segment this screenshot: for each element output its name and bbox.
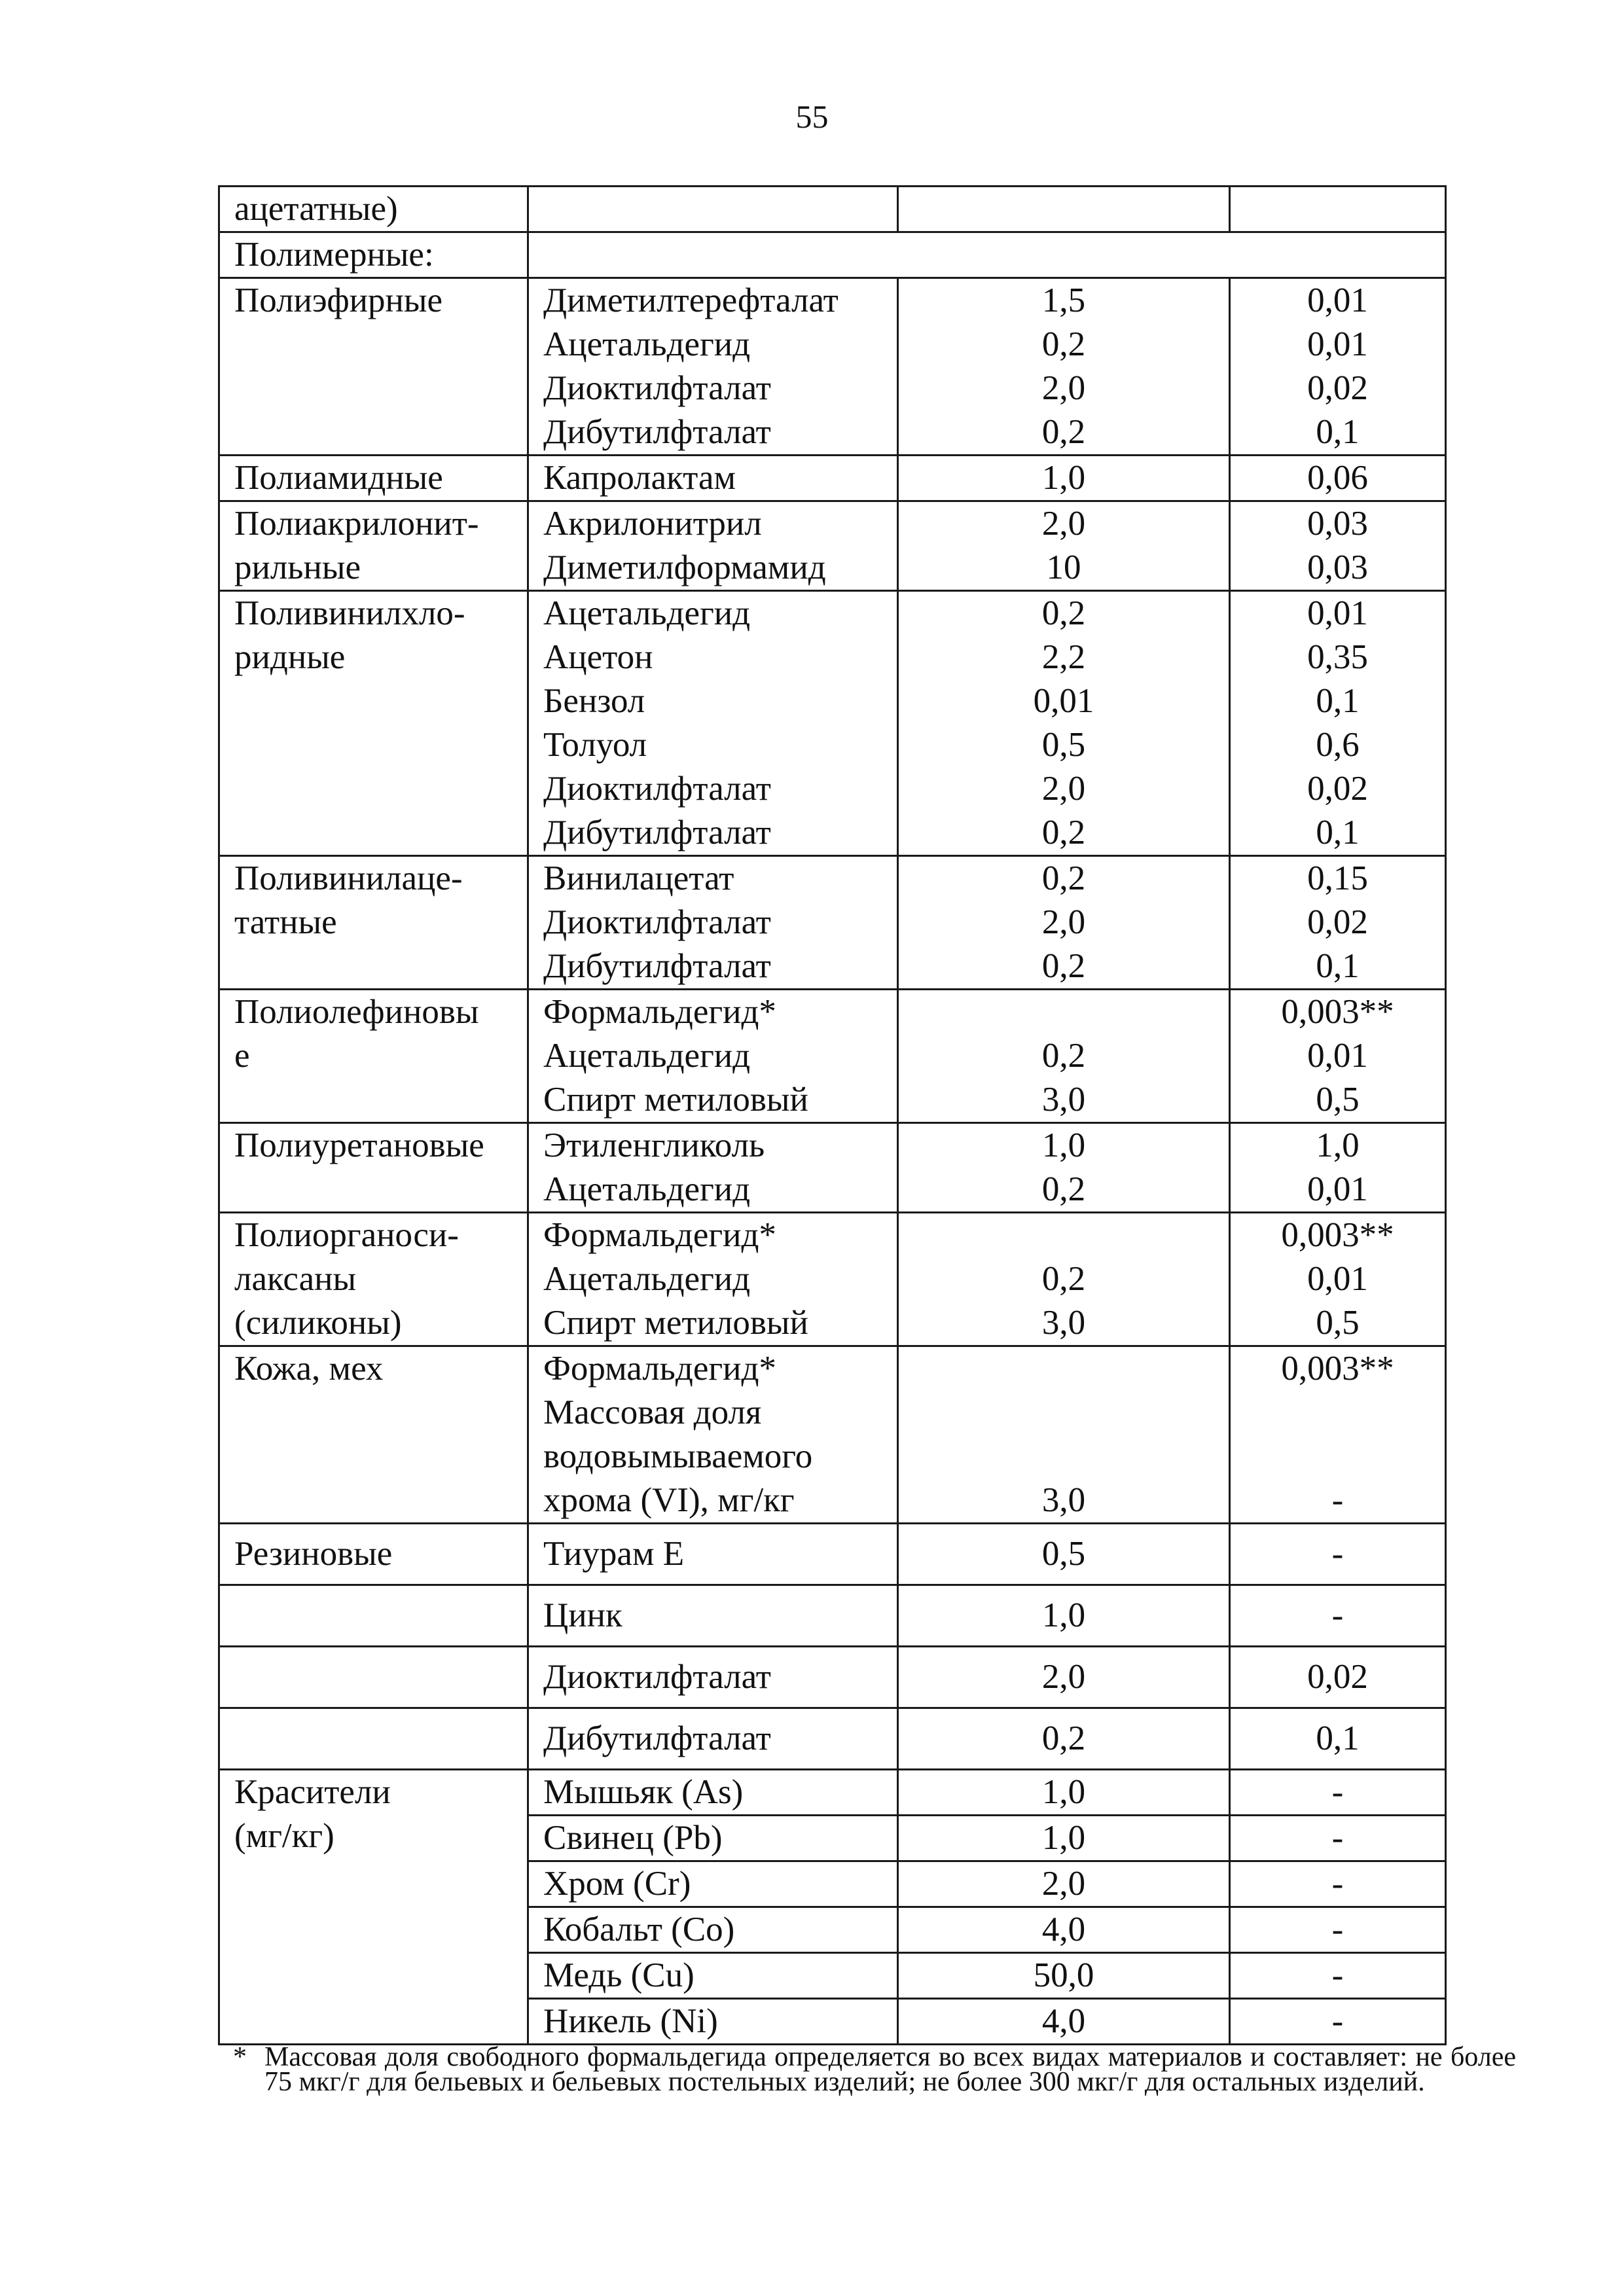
migration-value-cell-line: 0,1 <box>1316 814 1360 852</box>
migration-value-cell-line: 0,01 <box>1307 1260 1368 1298</box>
substance-cell-line: Диоктилфталат <box>543 369 771 407</box>
limit-value-cell-line: 2,0 <box>1041 369 1086 407</box>
material-cell-line: (мг/кг) <box>234 1817 334 1855</box>
limit-value-cell-line: 10 <box>1046 548 1081 586</box>
limit-value-cell <box>898 1647 1230 1708</box>
substance-cell <box>528 1708 898 1770</box>
substance-cell <box>528 990 898 1123</box>
substance-cell-line: Тиурам Е <box>543 1535 685 1573</box>
substance-cell: Мышьяк (As) <box>528 1770 898 1816</box>
substance-cell-line: Ацетальдегид <box>543 594 751 632</box>
footnote-mark: * <box>233 2042 247 2072</box>
table-row <box>219 1647 1446 1708</box>
page-number: 55 <box>795 98 829 135</box>
substance-cell <box>528 591 898 856</box>
migration-value-cell-line: - <box>1331 1535 1344 1573</box>
limit-value-cell-line: 2,2 <box>1041 638 1086 676</box>
table-row <box>219 856 1446 990</box>
migration-value-cell-line: 0,06 <box>1307 459 1368 497</box>
limit-value-cell <box>898 1213 1230 1346</box>
limit-value-cell-line <box>899 1435 1229 1479</box>
material-cell-line: Поливинилаце- <box>234 859 463 897</box>
material-cell-line: Поливинилхло- <box>234 594 465 632</box>
hazard-substances-table <box>218 185 1447 2045</box>
substance-cell-line: Спирт метиловый <box>543 1081 808 1119</box>
material-cell <box>219 1123 528 1213</box>
material-cell-line: лаксаны <box>234 1260 357 1298</box>
substance-cell <box>528 501 898 591</box>
limit-value-cell-line <box>899 1347 1229 1391</box>
migration-value-cell <box>1230 591 1446 856</box>
material-cell-line: Кожа, мех <box>234 1350 384 1388</box>
material-cell <box>219 1770 528 2045</box>
material-cell <box>219 232 528 278</box>
migration-value-cell <box>1230 1213 1446 1346</box>
migration-value-cell-line: 0,6 <box>1316 726 1360 764</box>
limit-value-cell <box>898 856 1230 990</box>
limit-value-cell: 2,0 <box>898 1861 1230 1907</box>
material-cell-line: Резиновые <box>234 1535 393 1573</box>
limit-value-cell <box>898 1123 1230 1213</box>
limit-value-cell-line: 1,0 <box>1041 459 1086 497</box>
limit-value-cell-line: 2,0 <box>1041 770 1086 808</box>
substance-cell-line: Бензол <box>543 682 645 720</box>
limit-value-cell: 1,0 <box>898 1770 1230 1816</box>
material-cell <box>219 1213 528 1346</box>
migration-value-cell-line: 0,01 <box>1307 325 1368 363</box>
substance-cell: Хром (Cr) <box>528 1861 898 1907</box>
table-row <box>219 1708 1446 1770</box>
table-row <box>219 990 1446 1123</box>
limit-value-cell-line <box>899 990 1229 1034</box>
migration-value-cell-line: 0,003** <box>1281 993 1394 1031</box>
migration-value-cell: - <box>1230 1999 1446 2045</box>
substance-cell: Свинец (Pb) <box>528 1816 898 1861</box>
substance-cell <box>528 1123 898 1213</box>
limit-value-cell: 1,0 <box>898 1816 1230 1861</box>
limit-value-cell <box>898 456 1230 501</box>
material-cell-line: Полиуретановые <box>234 1126 484 1164</box>
material-cell <box>219 187 528 232</box>
limit-value-cell: 50,0 <box>898 1953 1230 1999</box>
material-cell-line: Полиолефиновы <box>234 993 479 1031</box>
substance-cell-line: Диоктилфталат <box>543 903 771 941</box>
material-cell-line: Полимерные: <box>234 236 434 274</box>
footnote-text: Массовая доля свободного формальдегида определяется во всех видах материалов и составляет: не более 75 мкг/г для бельевых и бельевых постельных изделий; не более 300 мкг/г для остальных изделий. <box>264 2042 1516 2097</box>
material-cell <box>219 456 528 501</box>
limit-value-cell-line: 0,2 <box>1041 1719 1086 1757</box>
limit-value-cell: 4,0 <box>898 1907 1230 1953</box>
table-row <box>219 278 1446 456</box>
material-cell-line: Полиорганоси- <box>234 1216 459 1254</box>
migration-value-cell <box>1230 456 1446 501</box>
material-cell-line: рильные <box>234 548 361 586</box>
substance-cell-line: Диметилтерефталат <box>543 281 839 319</box>
substance-cell-line: хрома (VI), мг/кг <box>543 1481 795 1519</box>
limit-value-cell <box>898 990 1230 1123</box>
table-row <box>219 1770 1446 1816</box>
limit-value-cell-line: 0,2 <box>1041 1037 1086 1075</box>
limit-value-cell-line <box>899 1391 1229 1435</box>
limit-value-cell <box>898 591 1230 856</box>
migration-value-cell <box>1230 501 1446 591</box>
migration-value-cell-line: 0,01 <box>1307 281 1368 319</box>
limit-value-cell <box>898 501 1230 591</box>
limit-value-cell <box>898 1346 1230 1524</box>
migration-value-cell-line: 0,35 <box>1307 638 1368 676</box>
migration-value-cell-line: 0,1 <box>1316 947 1360 985</box>
material-cell-line: Красители <box>234 1773 391 1811</box>
substance-cell-line: Дибутилфталат <box>543 814 771 852</box>
substance-cell-line: Этиленгликоль <box>543 1126 765 1164</box>
migration-value-cell-line: 0,5 <box>1316 1081 1360 1119</box>
migration-value-cell: - <box>1230 1861 1446 1907</box>
limit-value-cell-line: 0,2 <box>1041 1170 1086 1208</box>
material-cell-line: Полиамидные <box>234 459 443 497</box>
material-cell-line: ридные <box>234 638 346 676</box>
migration-value-cell <box>1230 1647 1446 1708</box>
table-row <box>219 591 1446 856</box>
material-cell-line: татные <box>234 903 337 941</box>
migration-value-cell-line: 0,003** <box>1281 1350 1394 1388</box>
substance-cell-line: Капролактам <box>543 459 736 497</box>
limit-value-cell <box>898 1708 1230 1770</box>
table-row <box>219 456 1446 501</box>
substance-cell-line: Дибутилфталат <box>543 1719 771 1757</box>
material-cell-line: е <box>234 1037 250 1075</box>
migration-value-cell <box>1230 278 1446 456</box>
limit-value-cell-line: 0,5 <box>1041 726 1086 764</box>
migration-value-cell-line: 0,01 <box>1307 1037 1368 1075</box>
limit-value-cell-line: 2,0 <box>1041 505 1086 543</box>
substance-cell-line: Формальдегид* <box>543 1216 776 1254</box>
limit-value-cell-line: 0,2 <box>1041 1260 1086 1298</box>
substance-cell: Медь (Cu) <box>528 1953 898 1999</box>
material-cell <box>219 1346 528 1524</box>
migration-value-cell-line: 0,003** <box>1281 1216 1394 1254</box>
material-cell <box>219 990 528 1123</box>
substance-cell <box>528 1524 898 1585</box>
limit-value-cell-line: 2,0 <box>1041 903 1086 941</box>
migration-value-cell-line: 0,03 <box>1307 505 1368 543</box>
migration-value-cell-line: 0,02 <box>1307 903 1368 941</box>
substance-cell <box>528 856 898 990</box>
substance-cell <box>528 1647 898 1708</box>
substance-cell <box>528 1213 898 1346</box>
migration-value-cell: - <box>1230 1907 1446 1953</box>
migration-value-cell-line: 0,02 <box>1307 770 1368 808</box>
substance-cell-line: Диоктилфталат <box>543 1658 771 1696</box>
substance-cell-line: Ацетальдегид <box>543 1260 751 1298</box>
substance-cell-line: Винилацетат <box>543 859 734 897</box>
migration-value-cell-line <box>1231 1391 1445 1435</box>
limit-value-cell <box>898 187 1230 232</box>
migration-value-cell-line: 0,5 <box>1316 1304 1360 1342</box>
limit-value-cell-line: 3,0 <box>1041 1481 1086 1519</box>
substance-cell-line: Дибутилфталат <box>543 947 771 985</box>
substance-cell <box>528 278 898 456</box>
migration-value-cell <box>1230 1346 1446 1524</box>
limit-value-cell-line: 1,5 <box>1041 281 1086 319</box>
substance-cell <box>528 187 898 232</box>
substance-cell-line: Ацетальдегид <box>543 1037 751 1075</box>
limit-value-cell-line: 1,0 <box>1041 1126 1086 1164</box>
migration-value-cell-line <box>1231 1435 1445 1479</box>
migration-value-cell-line: 0,03 <box>1307 548 1368 586</box>
migration-value-cell <box>1230 1524 1446 1585</box>
limit-value-cell-line: 0,2 <box>1041 594 1086 632</box>
migration-value-cell-line: 0,15 <box>1307 859 1368 897</box>
footnote <box>233 2042 1516 2097</box>
migration-value-cell <box>1230 856 1446 990</box>
substance-cell-line: Массовая доля <box>543 1393 762 1431</box>
material-cell <box>219 591 528 856</box>
material-cell <box>219 856 528 990</box>
substance-cell-line: Толуол <box>543 726 647 764</box>
migration-value-cell-line: 0,1 <box>1316 413 1360 451</box>
substance-cell-line: Ацетон <box>543 638 653 676</box>
migration-value-cell-line: 0,1 <box>1316 1719 1360 1757</box>
migration-value-cell <box>1230 1585 1446 1647</box>
material-cell <box>219 1585 528 1647</box>
limit-value-cell-line: 0,2 <box>1041 859 1086 897</box>
table-row <box>219 1346 1446 1524</box>
limit-value-cell-line: 0,5 <box>1041 1535 1086 1573</box>
migration-value-cell: - <box>1230 1816 1446 1861</box>
substance-cell-line: Цинк <box>543 1596 623 1634</box>
material-cell <box>219 501 528 591</box>
substance-cell-line: Ацетальдегид <box>543 325 751 363</box>
substance-cell-line: Формальдегид* <box>543 993 776 1031</box>
limit-value-cell-line: 0,01 <box>1033 682 1094 720</box>
table-row <box>219 1123 1446 1213</box>
migration-value-cell <box>1230 990 1446 1123</box>
limit-value-cell <box>898 1585 1230 1647</box>
substance-cell-line: Дибутилфталат <box>543 413 771 451</box>
substance-cell <box>528 1585 898 1647</box>
migration-value-cell-line: - <box>1331 1481 1344 1519</box>
migration-value-cell-line: 0,01 <box>1307 594 1368 632</box>
limit-value-cell-line: 2,0 <box>1041 1658 1086 1696</box>
limit-value-cell <box>898 278 1230 456</box>
migration-value-cell: - <box>1230 1770 1446 1816</box>
empty-merged-cell <box>528 232 1446 278</box>
substance-cell-line: Акрилонитрил <box>543 505 762 543</box>
table-body <box>219 187 1446 2045</box>
material-cell <box>219 1708 528 1770</box>
material-cell-line: Полиэфирные <box>234 281 443 319</box>
migration-value-cell: - <box>1230 1953 1446 1999</box>
limit-value-cell-line: 0,2 <box>1041 814 1086 852</box>
migration-value-cell-line: 0,1 <box>1316 682 1360 720</box>
substance-cell: Никель (Ni) <box>528 1999 898 2045</box>
substance-cell <box>528 456 898 501</box>
substance-cell-line: Диоктилфталат <box>543 770 771 808</box>
limit-value-cell-line: 0,2 <box>1041 947 1086 985</box>
migration-value-cell-line: 0,01 <box>1307 1170 1368 1208</box>
migration-value-cell-line: 0,02 <box>1307 1658 1368 1696</box>
table-row <box>219 187 1446 232</box>
migration-value-cell-line: 0,02 <box>1307 369 1368 407</box>
material-cell <box>219 278 528 456</box>
migration-value-cell-line: - <box>1331 1596 1344 1634</box>
substance-cell-line: Формальдегид* <box>543 1350 776 1388</box>
substance-cell-line: Спирт метиловый <box>543 1304 808 1342</box>
limit-value-cell-line <box>899 1213 1229 1257</box>
table-row <box>219 1524 1446 1585</box>
material-cell <box>219 1524 528 1585</box>
limit-value-cell: 4,0 <box>898 1999 1230 2045</box>
substance-cell: Кобальт (Co) <box>528 1907 898 1953</box>
limit-value-cell-line: 3,0 <box>1041 1304 1086 1342</box>
migration-value-cell-line: 1,0 <box>1316 1126 1360 1164</box>
substance-cell-line: Диметилформамид <box>543 548 826 586</box>
migration-value-cell <box>1230 187 1446 232</box>
limit-value-cell-line: 3,0 <box>1041 1081 1086 1119</box>
table-row <box>219 1213 1446 1346</box>
material-cell <box>219 1647 528 1708</box>
migration-value-cell <box>1230 1708 1446 1770</box>
limit-value-cell-line: 0,2 <box>1041 325 1086 363</box>
substance-cell <box>528 1346 898 1524</box>
table-row <box>219 501 1446 591</box>
limit-value-cell-line: 1,0 <box>1041 1596 1086 1634</box>
limit-value-cell <box>898 1524 1230 1585</box>
material-cell-line: (силиконы) <box>234 1304 402 1342</box>
table-row <box>219 232 1446 278</box>
material-cell-line: ацетатные) <box>234 190 398 228</box>
migration-value-cell <box>1230 1123 1446 1213</box>
substance-cell-line: водовымываемого <box>543 1437 813 1475</box>
table-row <box>219 1585 1446 1647</box>
material-cell-line: Полиакрилонит- <box>234 505 479 543</box>
substance-cell-line: Ацетальдегид <box>543 1170 751 1208</box>
limit-value-cell-line: 0,2 <box>1041 413 1086 451</box>
